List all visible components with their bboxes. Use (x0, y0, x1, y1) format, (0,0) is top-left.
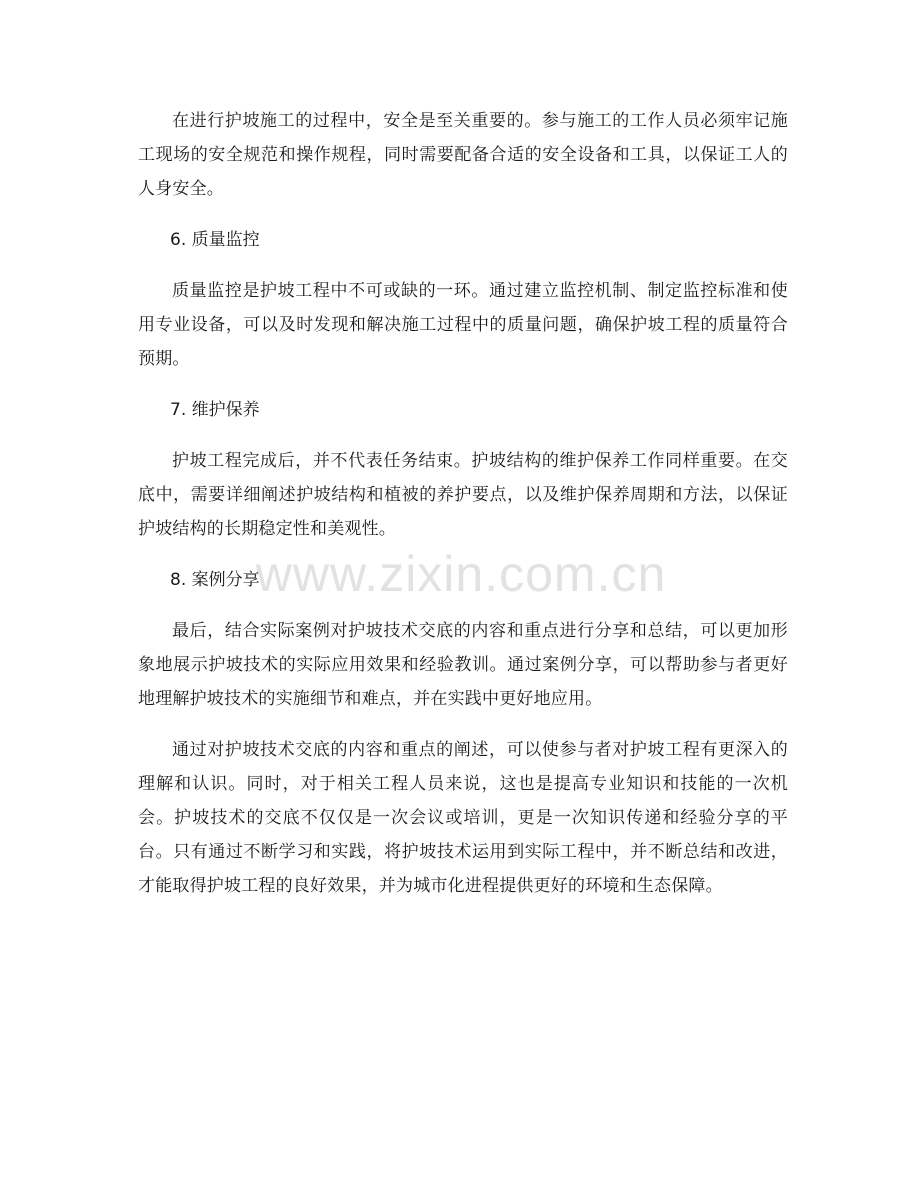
paragraph-safety: 在进行护坡施工的过程中，安全是至关重要的。参与施工的工作人员必须牢记施工现场的安全规范和操作规程，同时需要配备合适的安全设备和工具，以保证工人的人身安全。 (138, 111, 788, 199)
section-heading-case-sharing: 8. 案例分享 (170, 570, 260, 590)
section-heading-quality-monitoring: 6. 质量监控 (170, 230, 260, 250)
paragraph-quality-monitoring: 质量监控是护坡工程中不可或缺的一环。通过建立监控机制、制定监控标准和使用专业设备，可以及时发现和解决施工过程中的质量问题，确保护坡工程的质量符合预期。 (138, 281, 788, 369)
paragraph-maintenance: 护坡工程完成后，并不代表任务结束。护坡结构的维护保养工作同样重要。在交底中，需要详细阐述护坡结构和植被的养护要点，以及维护保养周期和方法，以保证护坡结构的长期稳定性和美观性。 (138, 451, 788, 539)
paragraph-conclusion: 通过对护坡技术交底的内容和重点的阐述，可以使参与者对护坡工程有更深入的理解和认识。同时，对于相关工程人员来说，这也是提高专业知识和技能的一次机会。护坡技术的交底不仅仅是一次会议或培训，更是一次知识传递和经验分享的平台。只有通过不断学习和实践，将护坡技术运用到实际工程中，并不断总结和改进，才能取得护坡工程的良好效果，并为城市化进程提供更好的环境和生态保障。 (138, 740, 788, 896)
section-heading-maintenance: 7. 维护保养 (170, 400, 260, 420)
document-body (138, 104, 788, 903)
paragraph-case-sharing: 最后，结合实际案例对护坡技术交底的内容和重点进行分享和总结，可以更加形象地展示护坡技术的实际应用效果和经验教训。通过案例分享，可以帮助参与者更好地理解护坡技术的实施细节和难点，并在实践中更好地应用。 (138, 621, 788, 709)
watermark-text: www.zixin.com.cn (255, 546, 667, 602)
